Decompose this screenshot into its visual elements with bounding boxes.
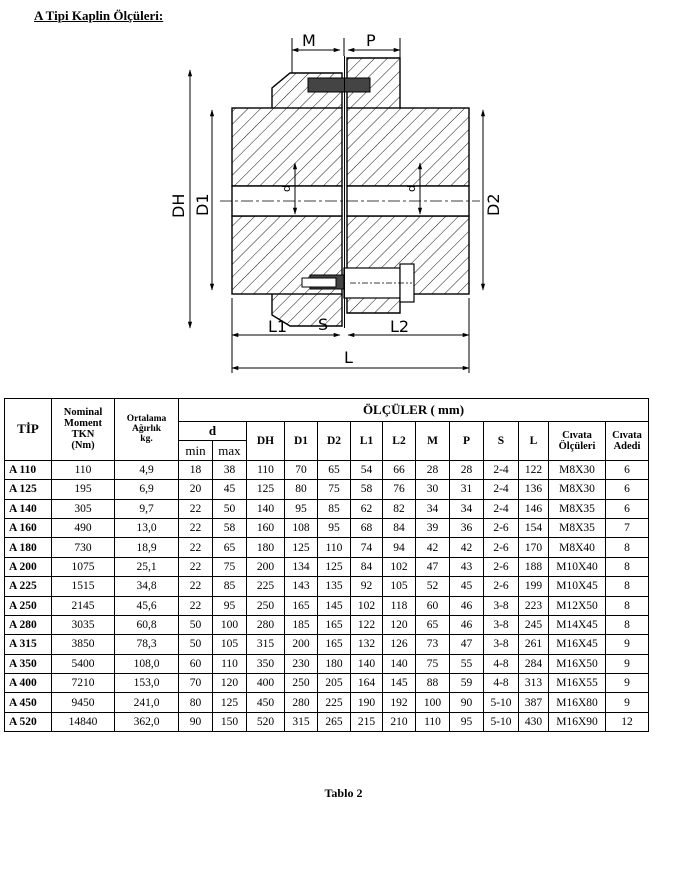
header-d: d <box>179 422 247 441</box>
table-cell: 12 <box>606 712 649 731</box>
table-cell: 22 <box>179 518 213 537</box>
table-caption: Tablo 2 <box>324 786 363 800</box>
table-cell: 100 <box>213 615 247 634</box>
table-cell: 8 <box>606 596 649 615</box>
header-l: L <box>519 422 549 461</box>
table-cell: 50 <box>213 499 247 518</box>
table-cell: 76 <box>383 480 416 499</box>
table-cell: 245 <box>519 615 549 634</box>
table-cell: 34,8 <box>115 577 179 596</box>
header-dimensions-group: ÖLÇÜLER ( mm) <box>179 399 649 422</box>
table-cell: 430 <box>519 712 549 731</box>
header-bolt-size: Cıvata Ölçüleri <box>549 422 606 461</box>
header-bolt-count: Cıvata Adedi <box>606 422 649 461</box>
table-cell: 8 <box>606 557 649 576</box>
table-cell: 47 <box>416 557 450 576</box>
table-cell: 280 <box>247 615 285 634</box>
table-cell: 9 <box>606 635 649 654</box>
label-p: P <box>366 31 376 50</box>
table-cell: 25,1 <box>115 557 179 576</box>
table-cell: 7 <box>606 518 649 537</box>
table-cell: 1515 <box>52 577 115 596</box>
table-cell: M8X30 <box>549 480 606 499</box>
table-cell: 14840 <box>52 712 115 731</box>
table-cell: 387 <box>519 693 549 712</box>
table-cell: 22 <box>179 499 213 518</box>
table-row <box>5 499 649 518</box>
table-cell: M16X45 <box>549 635 606 654</box>
header-d1: D1 <box>285 422 318 461</box>
table-cell: 105 <box>383 577 416 596</box>
table-cell: M8X40 <box>549 538 606 557</box>
table-cell: 95 <box>213 596 247 615</box>
table-cell: 45,6 <box>115 596 179 615</box>
table-cell: 22 <box>179 538 213 557</box>
table-row <box>5 557 649 576</box>
table-cell: 2145 <box>52 596 115 615</box>
table-cell: 75 <box>213 557 247 576</box>
header-l2: L2 <box>383 422 416 461</box>
header-s: S <box>484 422 519 461</box>
table-cell: 34 <box>450 499 484 518</box>
table-cell: 190 <box>351 693 383 712</box>
table-cell: 20 <box>179 480 213 499</box>
table-cell: 135 <box>318 577 351 596</box>
table-cell: 65 <box>318 460 351 479</box>
table-cell: 2-6 <box>484 518 519 537</box>
table-row <box>5 577 649 596</box>
table-cell: 92 <box>351 577 383 596</box>
table-cell: 50 <box>179 615 213 634</box>
table-cell: 284 <box>519 654 549 673</box>
cell-tip: A 225 <box>5 577 52 596</box>
table-cell: 261 <box>519 635 549 654</box>
cell-tip: A 160 <box>5 518 52 537</box>
table-cell: 192 <box>383 693 416 712</box>
table-cell: 90 <box>179 712 213 731</box>
table-cell: 110 <box>416 712 450 731</box>
table-cell: 230 <box>285 654 318 673</box>
table-cell: 199 <box>519 577 549 596</box>
label-d2: D2 <box>484 193 503 216</box>
header-weight: Ortalama Ağırlık kg. <box>115 399 179 461</box>
table-cell: 1075 <box>52 557 115 576</box>
table-cell: 7210 <box>52 674 115 693</box>
table-cell: 250 <box>247 596 285 615</box>
table-cell: 125 <box>213 693 247 712</box>
table-row <box>5 538 649 557</box>
table-cell: 74 <box>351 538 383 557</box>
table-cell: 43 <box>450 557 484 576</box>
table-cell: 4-8 <box>484 654 519 673</box>
table-cell: 110 <box>52 460 115 479</box>
rubber-ring <box>308 78 370 92</box>
table-cell: 280 <box>285 693 318 712</box>
header-nominal-moment: Nominal Moment TKN (Nm) <box>52 399 115 461</box>
table-cell: 80 <box>285 480 318 499</box>
cell-tip: A 350 <box>5 654 52 673</box>
table-row <box>5 674 649 693</box>
cell-tip: A 140 <box>5 499 52 518</box>
table-row <box>5 693 649 712</box>
table-row <box>5 654 649 673</box>
table-cell: 84 <box>351 557 383 576</box>
table-cell: 140 <box>247 499 285 518</box>
header-p: P <box>450 422 484 461</box>
table-cell: 8 <box>606 538 649 557</box>
table-cell: 165 <box>318 635 351 654</box>
header-d-max: max <box>213 441 247 460</box>
table-cell: 39 <box>416 518 450 537</box>
cell-tip: A 315 <box>5 635 52 654</box>
table-cell: 75 <box>416 654 450 673</box>
table-cell: 8 <box>606 577 649 596</box>
table-cell: 95 <box>450 712 484 731</box>
table-cell: 140 <box>351 654 383 673</box>
table-cell: 200 <box>247 557 285 576</box>
table-cell: 180 <box>247 538 285 557</box>
table-cell: 2-6 <box>484 577 519 596</box>
table-cell: 313 <box>519 674 549 693</box>
header-d-min: min <box>179 441 213 460</box>
table-cell: 105 <box>213 635 247 654</box>
table-cell: 200 <box>285 635 318 654</box>
table-cell: 5-10 <box>484 712 519 731</box>
table-cell: 85 <box>213 577 247 596</box>
table-cell: 28 <box>416 460 450 479</box>
table-cell: 18 <box>179 460 213 479</box>
table-cell: 36 <box>450 518 484 537</box>
table-cell: 188 <box>519 557 549 576</box>
table-cell: 180 <box>318 654 351 673</box>
label-d-right: d <box>405 185 418 192</box>
cell-tip: A 250 <box>5 596 52 615</box>
table-cell: 210 <box>383 712 416 731</box>
table-cell: 47 <box>450 635 484 654</box>
table-cell: 164 <box>351 674 383 693</box>
table-cell: 55 <box>450 654 484 673</box>
table-row <box>5 518 649 537</box>
document-title: A Tipi Kaplin Ölçüleri: <box>34 8 164 23</box>
table-row <box>5 712 649 731</box>
table-cell: 205 <box>318 674 351 693</box>
table-cell: 362,0 <box>115 712 179 731</box>
table-cell: M8X30 <box>549 460 606 479</box>
label-d-left: d <box>280 185 293 192</box>
table-cell: 110 <box>247 460 285 479</box>
table-cell: 122 <box>351 615 383 634</box>
table-cell: 65 <box>416 615 450 634</box>
table-row <box>5 460 649 479</box>
table-cell: 225 <box>247 577 285 596</box>
table-cell: 241,0 <box>115 693 179 712</box>
coupling-drawing <box>150 28 503 378</box>
cell-tip: A 280 <box>5 615 52 634</box>
table-cell: 60 <box>179 654 213 673</box>
table-cell: 95 <box>285 499 318 518</box>
table-cell: 70 <box>179 674 213 693</box>
table-cell: 520 <box>247 712 285 731</box>
table-cell: 160 <box>247 518 285 537</box>
table-cell: 46 <box>450 596 484 615</box>
table-cell: 400 <box>247 674 285 693</box>
table-cell: 145 <box>318 596 351 615</box>
table-cell: 3-8 <box>484 635 519 654</box>
table-cell: M8X35 <box>549 518 606 537</box>
table-cell: 3-8 <box>484 615 519 634</box>
table-cell: 82 <box>383 499 416 518</box>
label-d1: D1 <box>193 193 212 216</box>
label-s: S <box>318 315 329 334</box>
table-cell: 66 <box>383 460 416 479</box>
table-cell: 50 <box>179 635 213 654</box>
table-cell: 195 <box>52 480 115 499</box>
table-cell: 45 <box>450 577 484 596</box>
table-cell: 122 <box>519 460 549 479</box>
table-cell: 100 <box>416 693 450 712</box>
cell-tip: A 520 <box>5 712 52 731</box>
label-m: M <box>302 31 316 50</box>
table-cell: 28 <box>450 460 484 479</box>
table-row <box>5 480 649 499</box>
table-cell: 305 <box>52 499 115 518</box>
table-cell: 4,9 <box>115 460 179 479</box>
table-cell: 250 <box>285 674 318 693</box>
table-cell: 215 <box>351 712 383 731</box>
table-cell: 110 <box>213 654 247 673</box>
cell-tip: A 125 <box>5 480 52 499</box>
table-cell: 350 <box>247 654 285 673</box>
table-cell: 31 <box>450 480 484 499</box>
table-row <box>5 615 649 634</box>
table-cell: 75 <box>318 480 351 499</box>
label-l: L <box>344 348 353 367</box>
table-cell: 4-8 <box>484 674 519 693</box>
table-cell: 88 <box>416 674 450 693</box>
table-cell: M8X35 <box>549 499 606 518</box>
table-cell: 154 <box>519 518 549 537</box>
table-cell: 59 <box>450 674 484 693</box>
table-cell: 153,0 <box>115 674 179 693</box>
table-cell: 120 <box>213 674 247 693</box>
table-cell: M16X80 <box>549 693 606 712</box>
table-cell: 9,7 <box>115 499 179 518</box>
table-cell: 3-8 <box>484 596 519 615</box>
table-cell: 165 <box>318 615 351 634</box>
table-cell: 73 <box>416 635 450 654</box>
cell-tip: A 110 <box>5 460 52 479</box>
table-cell: 185 <box>285 615 318 634</box>
table-cell: 2-4 <box>484 480 519 499</box>
table-cell: 42 <box>450 538 484 557</box>
table-cell: 9 <box>606 674 649 693</box>
table-cell: 170 <box>519 538 549 557</box>
cell-tip: A 180 <box>5 538 52 557</box>
table-cell: 146 <box>519 499 549 518</box>
table-cell: 165 <box>285 596 318 615</box>
table-cell: 126 <box>383 635 416 654</box>
table-cell: 3035 <box>52 615 115 634</box>
table-cell: 78,3 <box>115 635 179 654</box>
table-cell: 34 <box>416 499 450 518</box>
table-cell: 38 <box>213 460 247 479</box>
table-cell: 42 <box>416 538 450 557</box>
table-cell: 22 <box>179 557 213 576</box>
table-cell: 102 <box>351 596 383 615</box>
table-cell: 125 <box>285 538 318 557</box>
label-dh: DH <box>169 193 188 218</box>
table-cell: 490 <box>52 518 115 537</box>
table-cell: 13,0 <box>115 518 179 537</box>
table-cell: 18,9 <box>115 538 179 557</box>
header-m: M <box>416 422 450 461</box>
table-cell: 58 <box>351 480 383 499</box>
header-l1: L1 <box>351 422 383 461</box>
header-dh: DH <box>247 422 285 461</box>
table-cell: 140 <box>383 654 416 673</box>
table-cell: 2-4 <box>484 460 519 479</box>
table-cell: M14X45 <box>549 615 606 634</box>
table-cell: 68 <box>351 518 383 537</box>
cell-tip: A 200 <box>5 557 52 576</box>
table-cell: 8 <box>606 615 649 634</box>
table-cell: 125 <box>247 480 285 499</box>
table-cell: M12X50 <box>549 596 606 615</box>
table-cell: 6 <box>606 499 649 518</box>
table-cell: M16X55 <box>549 674 606 693</box>
table-row <box>5 596 649 615</box>
table-cell: 70 <box>285 460 318 479</box>
table-cell: 6,9 <box>115 480 179 499</box>
table-cell: 58 <box>213 518 247 537</box>
table-cell: 150 <box>213 712 247 731</box>
table-cell: 80 <box>179 693 213 712</box>
table-cell: 118 <box>383 596 416 615</box>
table-cell: M16X90 <box>549 712 606 731</box>
table-cell: 5400 <box>52 654 115 673</box>
table-cell: 450 <box>247 693 285 712</box>
table-cell: M16X50 <box>549 654 606 673</box>
table-cell: 90 <box>450 693 484 712</box>
table-cell: 3850 <box>52 635 115 654</box>
table-cell: 46 <box>450 615 484 634</box>
table-cell: 134 <box>285 557 318 576</box>
table-cell: 225 <box>318 693 351 712</box>
table-cell: 95 <box>318 518 351 537</box>
table-cell: 60 <box>416 596 450 615</box>
cell-tip: A 450 <box>5 693 52 712</box>
table-cell: 2-6 <box>484 557 519 576</box>
table-cell: 120 <box>383 615 416 634</box>
table-cell: 22 <box>179 577 213 596</box>
table-cell: 730 <box>52 538 115 557</box>
table-cell: 9 <box>606 693 649 712</box>
table-cell: 108 <box>285 518 318 537</box>
table-cell: 265 <box>318 712 351 731</box>
table-cell: 2-6 <box>484 538 519 557</box>
cell-tip: A 400 <box>5 674 52 693</box>
header-d2: D2 <box>318 422 351 461</box>
table-cell: 9 <box>606 654 649 673</box>
coupling-spec-table <box>4 398 649 732</box>
table-cell: 102 <box>383 557 416 576</box>
table-cell: 45 <box>213 480 247 499</box>
table-cell: 6 <box>606 460 649 479</box>
table-cell: 85 <box>318 499 351 518</box>
table-cell: 22 <box>179 596 213 615</box>
table-cell: 84 <box>383 518 416 537</box>
table-cell: 62 <box>351 499 383 518</box>
table-cell: 94 <box>383 538 416 557</box>
table-cell: 143 <box>285 577 318 596</box>
table-cell: 60,8 <box>115 615 179 634</box>
table-cell: 108,0 <box>115 654 179 673</box>
label-l1: L1 <box>268 317 288 336</box>
table-cell: 2-4 <box>484 499 519 518</box>
table-cell: 315 <box>285 712 318 731</box>
table-cell: 223 <box>519 596 549 615</box>
table-cell: M10X40 <box>549 557 606 576</box>
table-row <box>5 635 649 654</box>
table-body <box>5 460 649 731</box>
table-cell: 132 <box>351 635 383 654</box>
table-cell: 52 <box>416 577 450 596</box>
table-cell: 9450 <box>52 693 115 712</box>
table-cell: 125 <box>318 557 351 576</box>
table-cell: 30 <box>416 480 450 499</box>
table-cell: 54 <box>351 460 383 479</box>
table-cell: 315 <box>247 635 285 654</box>
table-cell: 136 <box>519 480 549 499</box>
table-cell: 110 <box>318 538 351 557</box>
label-l2: L2 <box>390 317 410 336</box>
header-tip: TİP <box>5 399 52 461</box>
table-cell: 65 <box>213 538 247 557</box>
table-cell: M10X45 <box>549 577 606 596</box>
table-cell: 6 <box>606 480 649 499</box>
table-cell: 5-10 <box>484 693 519 712</box>
table-cell: 145 <box>383 674 416 693</box>
